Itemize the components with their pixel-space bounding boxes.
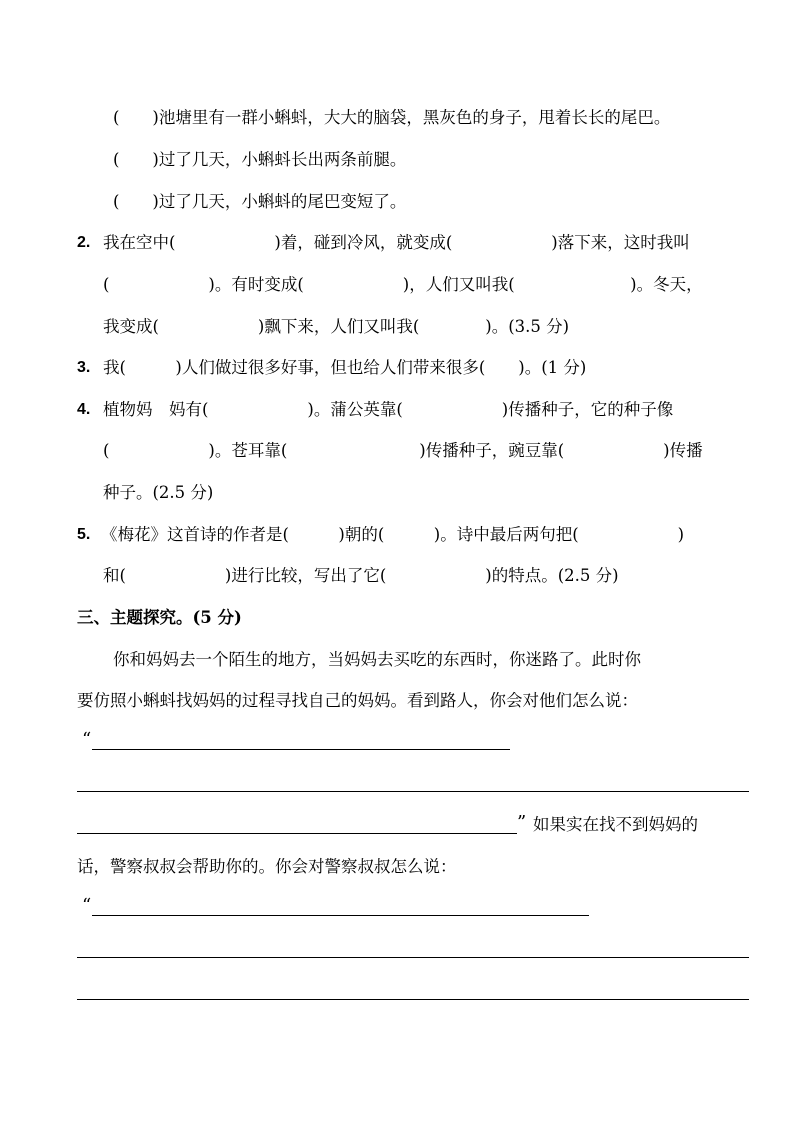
answer-line[interactable] — [77, 833, 517, 834]
order-item-paren[interactable]: ( ) — [113, 150, 159, 169]
answer-line[interactable] — [92, 749, 510, 750]
open-quote: “ — [82, 729, 92, 750]
order-item-3 — [113, 191, 406, 213]
q4-line-2: ( )。苍耳靠( )传播种子，豌豆靠( )传播 — [103, 441, 703, 460]
paragraph-line-1: 你和妈妈去一个陌生的地方，当妈妈去买吃的东西时，你迷路了。此时你 — [113, 650, 641, 669]
question-number: 5. — [77, 526, 91, 543]
answer-line[interactable] — [77, 999, 749, 1000]
section-heading: 三、主题探究。(5 分) — [77, 608, 242, 627]
q5-line-2: 和( )进行比较，写出了它( )的特点。(2.5 分) — [103, 566, 619, 585]
order-item-1 — [113, 107, 670, 129]
q3-line-1: 我( )人们做过很多好事，但也给人们带来很多( )。(1 分) — [103, 358, 587, 377]
order-item-2 — [113, 149, 406, 171]
question-number: 3. — [77, 359, 91, 376]
question-number: 4. — [77, 401, 91, 418]
police-prompt: 话，警察叔叔会帮助你的。你会对警察叔叔怎么说： — [77, 857, 457, 876]
question-number: 2. — [77, 234, 91, 251]
order-item-paren[interactable]: ( ) — [113, 192, 159, 211]
order-item-paren[interactable]: ( ) — [113, 108, 159, 127]
q5-line-1: 《梅花》这首诗的作者是( )朝的( )。诗中最后两句把( ) — [101, 525, 685, 544]
paragraph-line-2: 要仿照小蝌蚪找妈妈的过程寻找自己的妈妈。看到路人，你会对他们怎么说： — [77, 691, 638, 710]
q4-line-3: 种子。(2.5 分) — [103, 483, 214, 502]
order-item-text: 过了几天，小蝌蚪的尾巴变短了。 — [158, 192, 407, 211]
open-quote: “ — [82, 895, 92, 916]
q2-line-2: ( )。有时变成( )，人们又叫我( )。冬天， — [103, 275, 703, 294]
answer-line[interactable] — [77, 957, 749, 958]
order-item-text: 过了几天，小蝌蚪长出两条前腿。 — [158, 150, 407, 169]
order-item-text: 池塘里有一群小蝌蚪，大大的脑袋，黑灰色的身子，甩着长长的尾巴。 — [158, 108, 671, 127]
q2-line-1: 我在空中( )着，碰到冷风，就变成( )落下来，这时我叫 — [103, 233, 690, 252]
q2-line-3: 我变成( )飘下来，人们又叫我( )。(3.5 分) — [103, 317, 570, 336]
q4-line-1: 植物妈 妈有( )。蒲公英靠( )传播种子，它的种子像 — [103, 400, 674, 419]
close-quote: ” — [517, 812, 527, 833]
answer-line[interactable] — [92, 915, 589, 916]
after-quote-text: 如果实在找不到妈妈的 — [533, 815, 698, 834]
answer-line[interactable] — [77, 791, 749, 792]
